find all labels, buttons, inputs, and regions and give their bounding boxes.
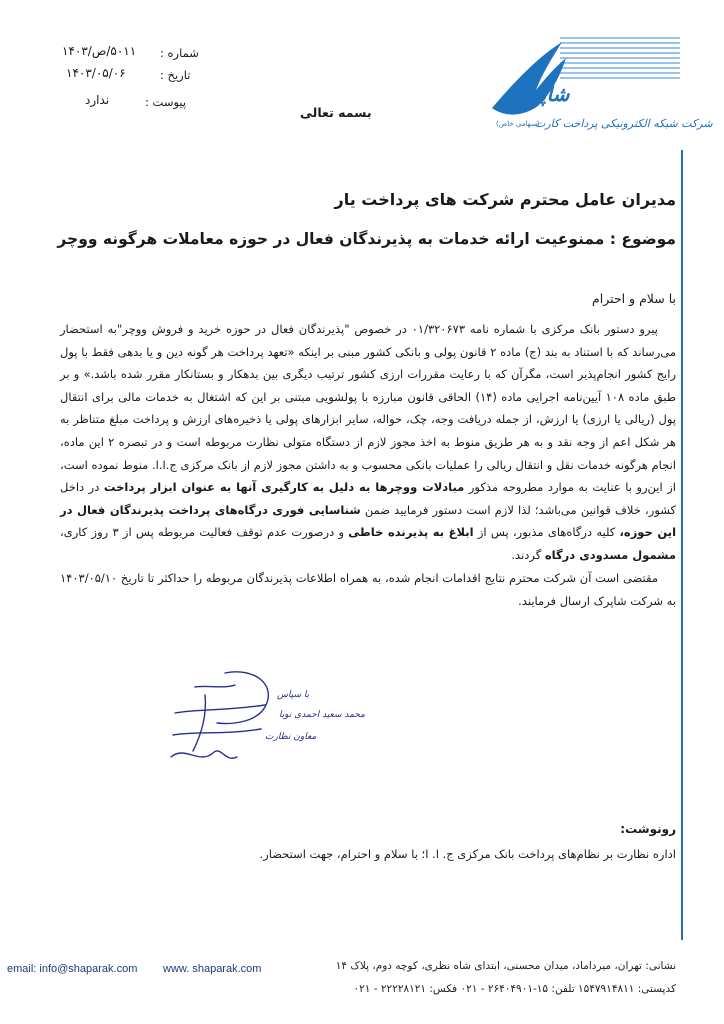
body-text-4: و درصورت عدم توقف فعالیت مربوطه پس از ۳ روز کاری، — [60, 525, 349, 540]
signature-text-3: معاون نظارت — [265, 732, 317, 742]
letter-number-label: شماره : — [160, 46, 199, 60]
letter-number-value: ۵۰۱۱/ص/۱۴۰۳ — [62, 44, 137, 58]
attachment-value: ندارد — [85, 93, 110, 107]
body-bold-2: شناسایی فوری درگاه‌های پرداخت پذیرندگان فعال در این حوزه، — [60, 502, 677, 540]
cc-title: رونوشت: — [620, 822, 676, 836]
body-bold-3: ابلاغ به پذیرنده خاطی — [348, 525, 474, 540]
signature-scribble — [165, 665, 365, 775]
signature — [165, 665, 365, 775]
closing-paragraph: مقتضی است آن شرکت محترم نتایج اقدامات انجام شده، به همراه اطلاعات پذیرندگان مربوطه را حداکثر تا تاریخ ۱۴۰۳/۰۵/۱۰ به شرکت شاپرک ارسال فرمایند. — [60, 571, 676, 608]
letter-date-value: ۱۴۰۳/۰۵/۰۶ — [66, 66, 126, 80]
bismillah-heading: بسمه تعالی — [300, 105, 372, 120]
body-text-5: گردند. — [511, 547, 545, 562]
cc-recipient: اداره نظارت بر نظام‌های پرداخت بانک مرکزی ج. ا. ا؛ با سلام و احترام، جهت استحضار. — [259, 847, 676, 861]
footer-email[interactable]: email: info@shaparak.com — [7, 963, 138, 975]
footer-address: نشانی: تهران، میرداماد، میدان محسنی، ابتدای شاه نظری، کوچه دوم، پلاک ۱۴ — [335, 960, 676, 972]
letter-date-label: تاریخ : — [160, 68, 191, 82]
signature-text-2: محمد سعید احمدی نوبا — [279, 710, 365, 720]
letter-body-paragraph — [60, 318, 676, 567]
company-type: (سهامی خاص) — [496, 120, 540, 128]
footer-website[interactable]: www. shaparak.com — [163, 963, 262, 975]
shaparak-logo — [490, 20, 713, 150]
subject-heading: موضوع : ممنوعیت ارائه خدمات به پذیرندگان فعال در حوزه معاملات هرگونه ووچر — [57, 230, 676, 248]
recipient-heading: مدیران عامل محترم شرکت های پرداخت یار — [334, 190, 676, 209]
company-name: شرکت شبکه الکترونیکی پرداخت کارت — [535, 117, 713, 130]
footer-contact: کدپستی: ۱۵۴۷۹۱۴۸۱۱ تلفن: ۱۵-۲۶۴۰۴۹۰۱ - ۰۲۱ فکس: ۲۲۲۲۸۱۲۱ - ۰۲۱ — [353, 983, 676, 995]
margin-rule — [681, 150, 683, 940]
attachment-label: پیوست : — [145, 95, 187, 109]
body-text-2: در داخل کشور، خلاف قوانین می‌باشد؛ لذا لازم است دستور فرمایید ضمن — [60, 480, 676, 517]
signature-text-1: با سپاس — [277, 690, 310, 700]
body-text-3: کلیه درگاه‌های مذبور، پس از — [473, 525, 620, 540]
body-text-1: پیرو دستور بانک مرکزی با شماره نامه ۰۱/۳۲۰۶۷۳ در خصوص "پذیرندگان فعال در حوزه خرید و فروش ووچر"به استحضار می‌رساند که با استناد به بند (ج) ماده ۲ قانون پولی و بانکی کشور مبنی بر اینکه «تعهد پرداخت هر گونه دین و یا بدهی فقط با پول رایج کشور انجام‌پذیر است، مگرآن که با رعایت مقررات ارزی کشور ترتیب دیگری بین بدهکار و بستانکار مقرر شده باشد.» و بر طبق ماده ۱۰۸ آیین‌نامه اجرایی ماده (۱۴) الحاقی قانون مبارزه با پولشویی مبتنی بر این که اشتغال به خدمات مالی برای انتقال پول (ریالی یا ارزی) یا ارزش، از جمله دریافت وجه، چک، حواله، سایر ابزارهای پولی یا ذخیره‌های ارزش و پرداخت مبلغ متناظر به هر شکل اعم از وجه نقد و به هر طریق منوط به اخذ مجوز لازم از دستگاه متولی نظارت مربوطه است و در تبصره ۲ این ماده، انجام هرگونه خدمات نقل و انتقال ریالی را عملیات بانکی محسوب و به داشتن مجوز لازم از بانک مرکزی ج.ا.ا. منوط نموده است، از این‌رو با عنایت به موارد مطروحه مذکور — [60, 322, 677, 495]
greeting: با سلام و احترام — [592, 291, 676, 306]
body-bold-4: مشمول مسدودی درگاه — [544, 547, 676, 562]
brand-name: شاپرک — [512, 82, 570, 106]
body-bold-1: مبادلات ووچرها به دلیل به کارگیری آنها به عنوان ابزار پرداخت — [103, 480, 465, 495]
